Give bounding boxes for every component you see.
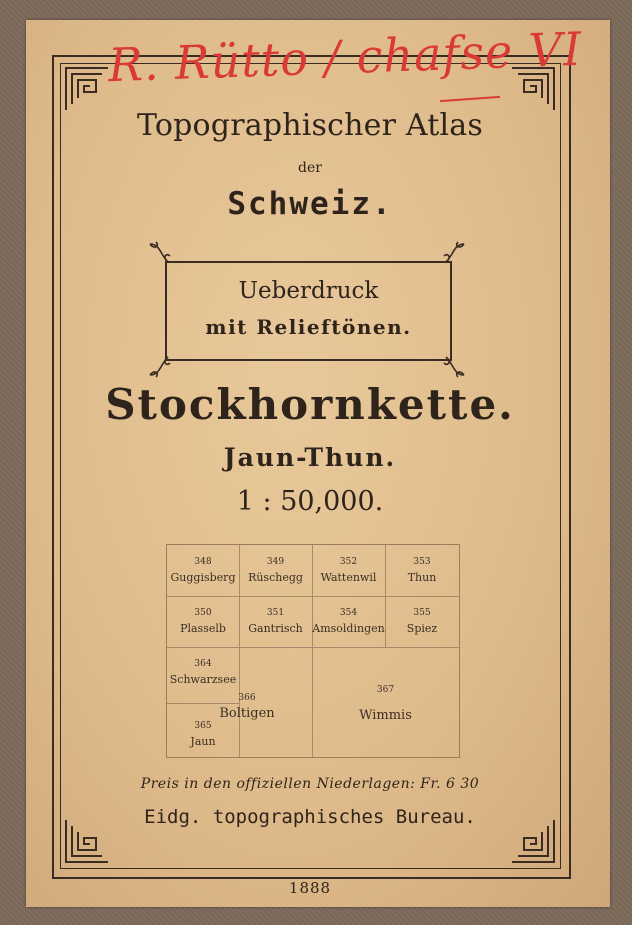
sheet-subtitle: Jaun-Thun. (223, 443, 397, 472)
map-scale: 1 : 50,000. (236, 486, 384, 517)
sheet-cell: 349 Rüschegg (248, 557, 303, 584)
greek-key-corner-ornament (64, 66, 110, 112)
scroll-ornament-icon (442, 353, 468, 379)
sheet-cell: 355 Spiez (406, 608, 438, 635)
handwritten-signature: R. Rütto / chafse VI (107, 21, 584, 93)
scroll-ornament-icon (442, 240, 468, 266)
sheet-cell: 353 Thun (407, 557, 437, 584)
sheet-cell: 351 Gantrisch (248, 608, 303, 635)
sheet-index-grid (166, 544, 460, 758)
sheet-name: Stockhornkette. (105, 380, 515, 429)
sheet-cell: 352 Wattenwil (320, 557, 377, 584)
overprint-box (165, 261, 452, 361)
publication-year: 1888 (288, 879, 332, 897)
scroll-ornament-icon (146, 240, 172, 266)
sheet-cell: 364 Schwarzsee (169, 659, 237, 686)
publisher: Eidg. topographisches Bureau. (144, 806, 476, 828)
price-line: Preis in den offiziellen Niederlagen: Fr. 6 30 (140, 776, 480, 792)
sheet-cell: 366 Boltigen (219, 693, 275, 721)
overprint-label: Ueberdruck (238, 278, 379, 304)
scroll-ornament-icon (146, 353, 172, 379)
atlas-title-der: der (298, 160, 322, 176)
sheet-cell: 365 Jaun (190, 721, 216, 748)
sheet-cell: 348 Guggisberg (170, 557, 236, 584)
relief-label: mit Relieftönen. (205, 315, 412, 339)
atlas-country: Schweiz. (227, 186, 393, 222)
sheet-cell: 350 Plasselb (180, 608, 226, 635)
atlas-title: Topographischer Atlas (137, 108, 483, 143)
sheet-cell: 354 Amsoldingen (312, 608, 385, 635)
sheet-cell: 367 Wimmis (359, 685, 412, 723)
